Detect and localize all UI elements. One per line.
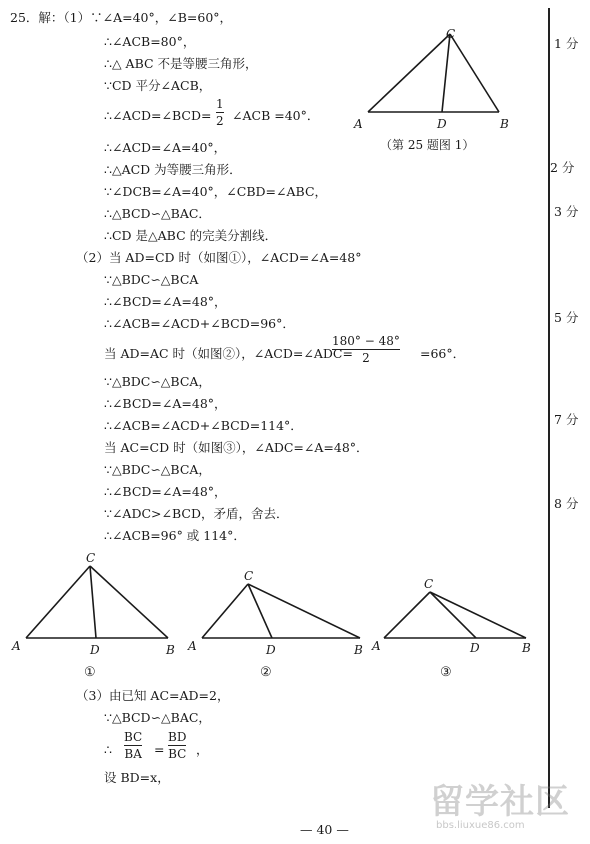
- watermark-brand: 留学社区: [430, 782, 570, 822]
- fraction-numerator: 1: [216, 97, 224, 111]
- vertex-label-d: D: [437, 117, 447, 131]
- margin-rule: [548, 8, 550, 808]
- vertex-label-c: C: [86, 551, 96, 565]
- fraction-angle: [332, 334, 400, 365]
- vertex-label-b: B: [522, 641, 531, 655]
- solution-line: ∴∠ACB=∠ACD+∠BCD=96°．: [104, 316, 295, 331]
- fraction-bar: [124, 745, 142, 746]
- fraction-numerator: BD: [168, 730, 187, 744]
- vertex-label-b: B: [166, 643, 175, 657]
- vertex-label-d: D: [90, 643, 100, 657]
- solution-line: ∴∠BCD=∠A=48°，: [104, 484, 227, 499]
- solution-line: （2）当 AD=CD 时（如图①），∠ACD=∠A=48°: [76, 250, 362, 265]
- fraction-one-half: [216, 97, 224, 128]
- fraction-bar: [168, 745, 186, 746]
- score-label: 3 分: [554, 204, 579, 219]
- figure-number: ①: [84, 665, 96, 680]
- solution-line: ∴△ ABC 不是等腰三角形，: [104, 56, 258, 71]
- vertex-label-b: B: [354, 643, 363, 657]
- solution-line: ∵△BDC∽△BCA: [104, 272, 199, 287]
- vertex-label-a: A: [12, 639, 21, 653]
- solution-line: ∵∠ADC>∠BCD，矛盾，舍去．: [104, 506, 289, 521]
- vertex-label-a: A: [372, 639, 381, 653]
- score-label: 7 分: [554, 412, 579, 427]
- solution-line: ，: [196, 742, 209, 757]
- solution-line: ∴△ACD 为等腰三角形．: [104, 162, 242, 177]
- solution-line: =: [154, 742, 165, 757]
- fraction-bd-bc: [168, 730, 186, 761]
- solution-line: ∴∠BCD=∠A=48°，: [104, 294, 227, 309]
- solution-line: ∴∠ACD=∠A=40°，: [104, 140, 227, 155]
- solution-line: ∴∠ACB=80°，: [104, 34, 196, 49]
- vertex-label-c: C: [244, 569, 254, 583]
- vertex-label-d: D: [266, 643, 276, 657]
- solution-line: ∵△BCD∽△BAC，: [104, 710, 211, 725]
- solution-line: ∴△BCD∽△BAC．: [104, 206, 211, 221]
- bottom-figures-labels: [0, 540, 590, 660]
- solution-line: ∴: [104, 742, 112, 757]
- watermark-url: bbs.liuxue86.com: [436, 820, 525, 831]
- solution-line: ∴∠ACB=96° 或 114°．: [104, 528, 246, 543]
- solution-line: =66°．: [420, 346, 466, 361]
- figure-number: ③: [440, 665, 452, 680]
- vertex-label-c: C: [446, 27, 456, 41]
- solution-line: 当 AC=CD 时（如图③），∠ADC=∠A=48°．: [104, 440, 369, 455]
- solution-line: 设 BD=x，: [104, 770, 170, 785]
- fraction-numerator: BC: [124, 730, 143, 744]
- score-label: 5 分: [554, 310, 579, 325]
- fraction-denominator: 2: [216, 114, 224, 128]
- solution-line: ∴∠BCD=∠A=48°，: [104, 396, 227, 411]
- fraction-bar: [216, 112, 224, 113]
- vertex-label-a: A: [188, 639, 197, 653]
- solution-line: ∴∠ACB=∠ACD+∠BCD=114°．: [104, 418, 303, 433]
- vertex-label-c: C: [424, 577, 434, 591]
- solution-line: ∴∠ACD=∠BCD=: [104, 108, 212, 123]
- solution-line: ∴CD 是△ABC 的完美分割线．: [104, 228, 278, 243]
- watermark: [430, 784, 590, 844]
- fraction-numerator: 180° − 48°: [332, 334, 400, 348]
- solution-line: ∵△BDC∽△BCA，: [104, 374, 211, 389]
- score-label: 2 分: [550, 160, 575, 175]
- score-label: 1 分: [554, 36, 579, 51]
- fraction-denominator: BA: [124, 747, 142, 761]
- fraction-denominator: 2: [362, 351, 370, 365]
- solution-line: （3）由已知 AC=AD=2，: [76, 688, 230, 703]
- fraction-bc-ba: [124, 730, 142, 761]
- vertex-label-d: D: [470, 641, 480, 655]
- solution-line: ∠ACB =40°．: [232, 108, 320, 123]
- figure-number: ②: [260, 665, 272, 680]
- score-label: 8 分: [554, 496, 579, 511]
- figure-1-triangle: [352, 28, 522, 143]
- solution-line: 当 AD=AC 时（如图②），∠ACD=∠ADC=: [104, 346, 353, 361]
- fraction-denominator: BC: [168, 747, 187, 761]
- page-number: — 40 —: [300, 822, 349, 837]
- solution-line: ∵△BDC∽△BCA，: [104, 462, 211, 477]
- vertex-label-a: A: [354, 117, 363, 131]
- vertex-label-b: B: [500, 117, 509, 131]
- fraction-bar: [332, 349, 400, 350]
- solution-line: ∵∠DCB=∠A=40°，∠CBD=∠ABC，: [104, 184, 328, 199]
- solution-line: 25．解：（1）∵∠A=40°，∠B=60°，: [10, 10, 233, 25]
- figure-1-caption: （第 25 题图 1）: [380, 138, 475, 152]
- solution-line: ∵CD 平分∠ACB，: [104, 78, 212, 93]
